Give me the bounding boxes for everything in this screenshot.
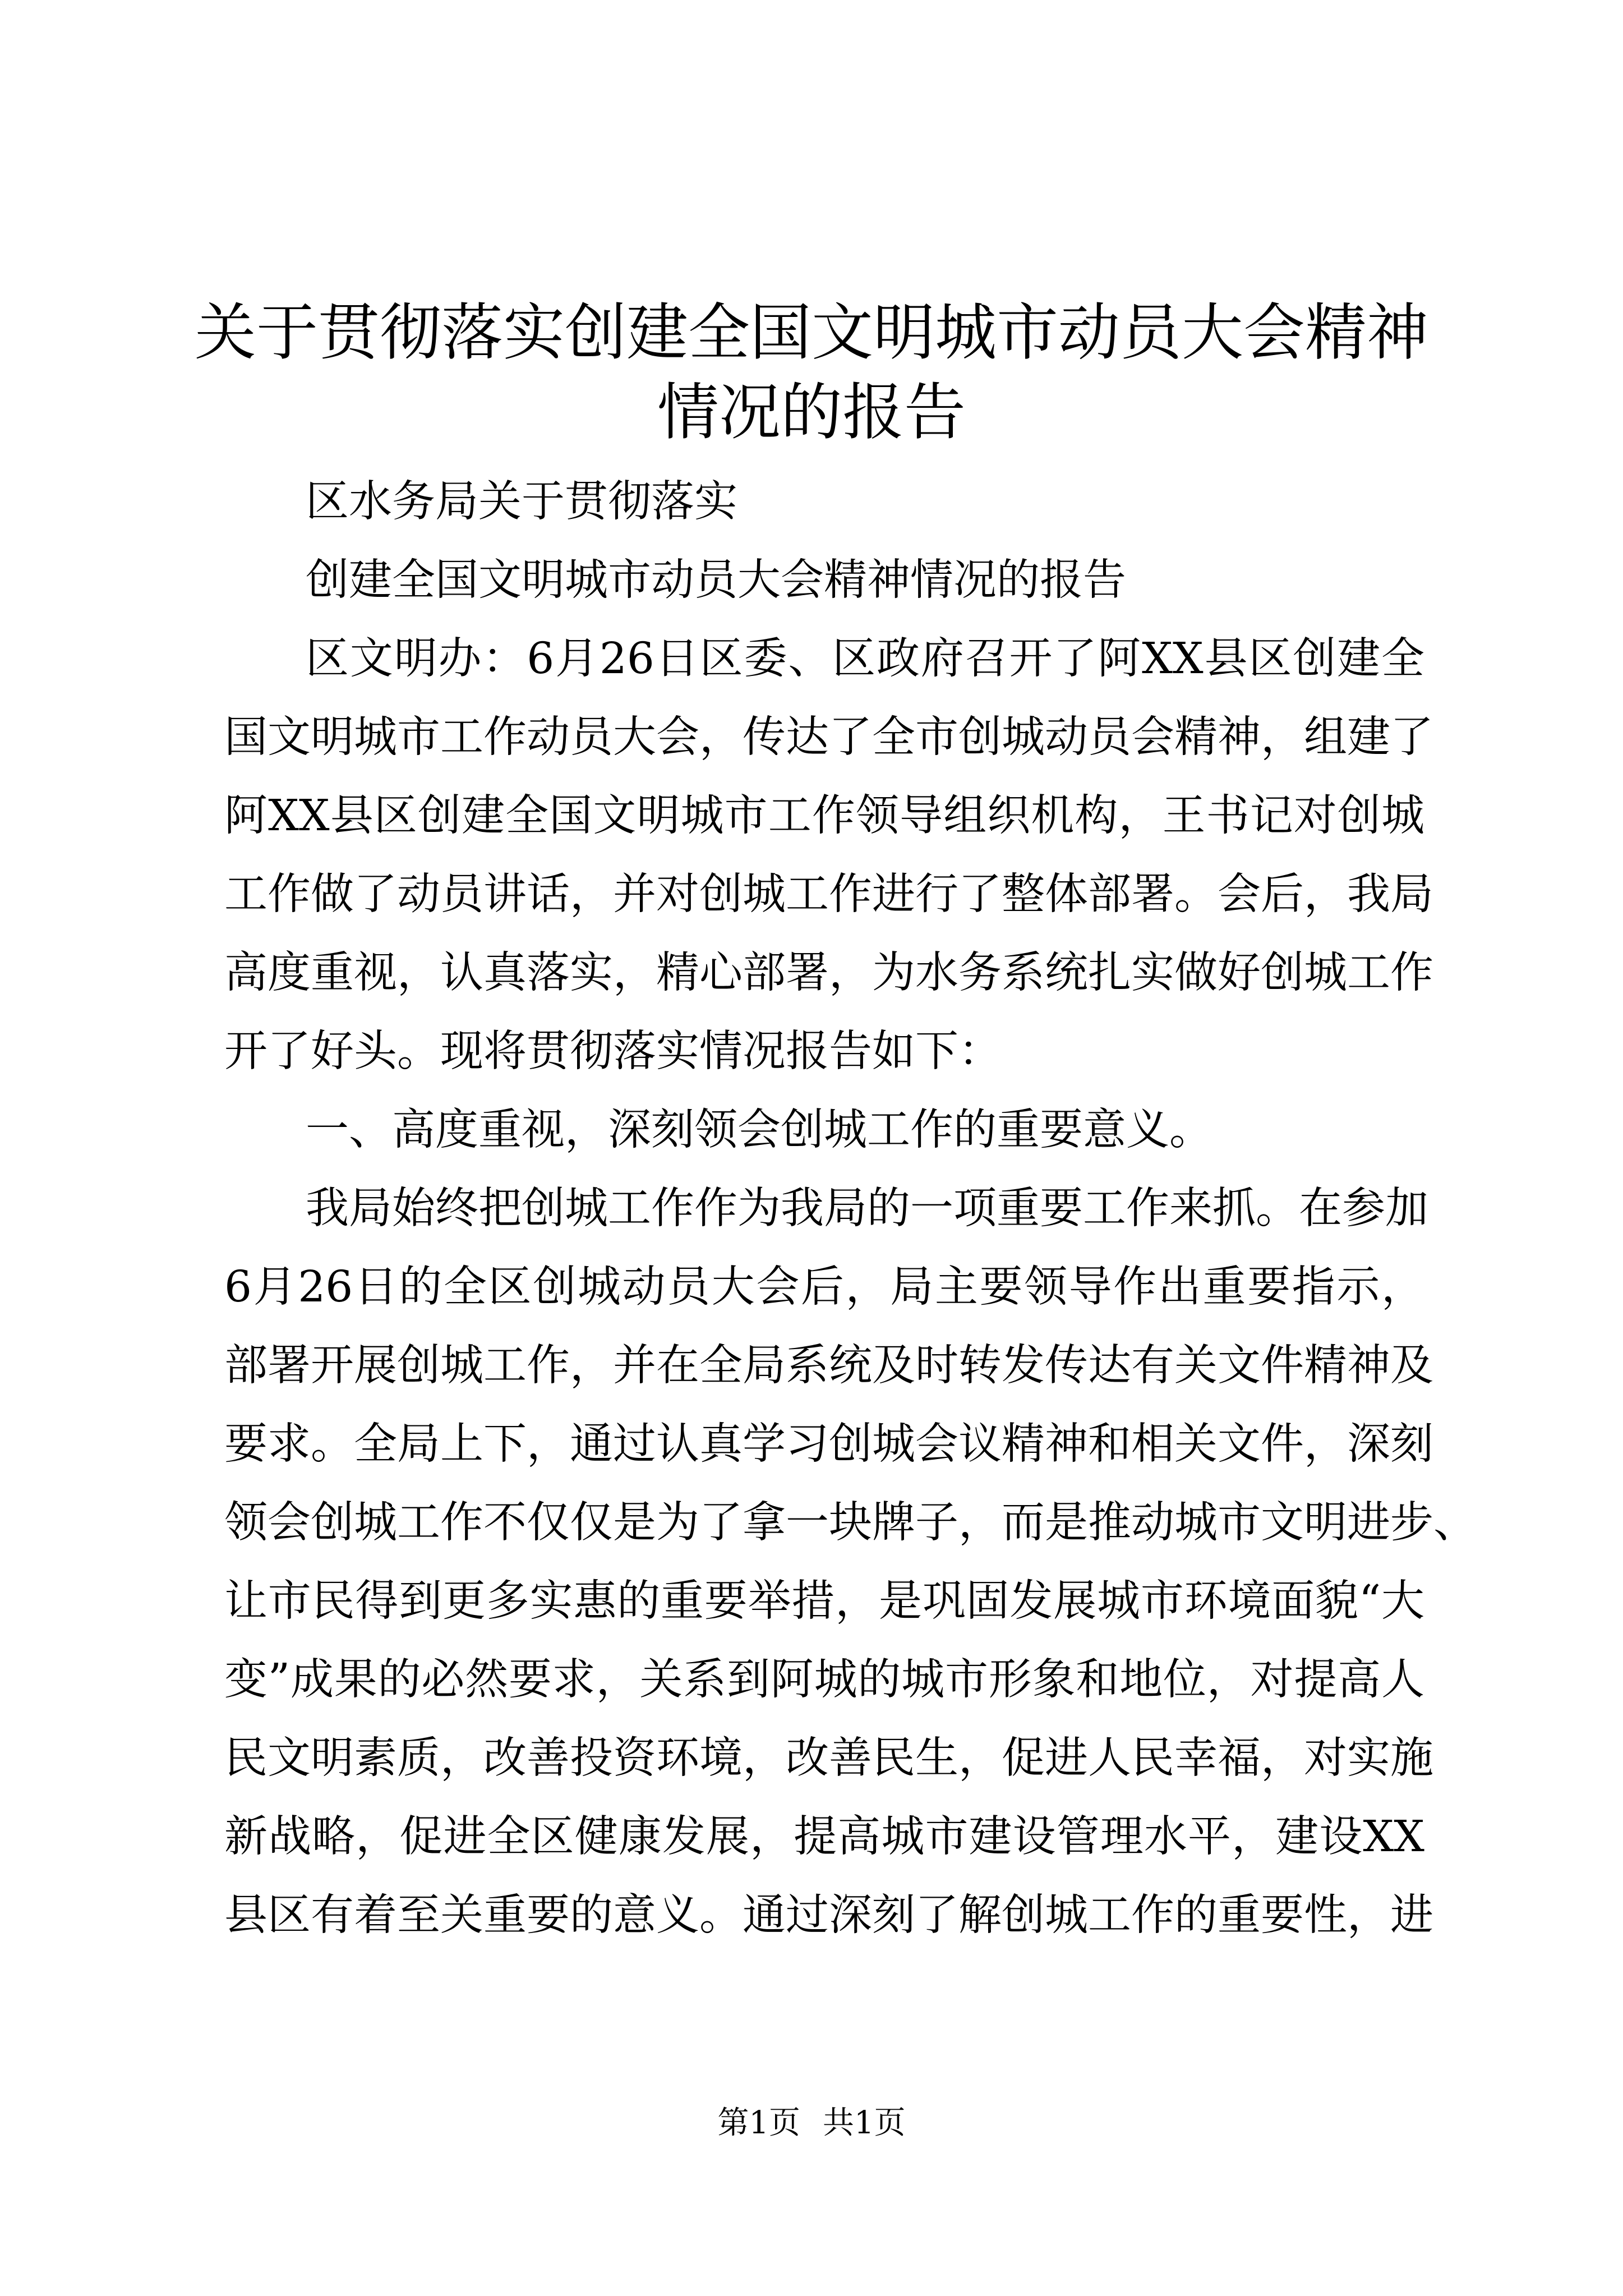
document-title-line-1: 关于贯彻落实创建全国文明城市动员大会精神 <box>195 297 1428 369</box>
body-line: 阿XX县区创建全国文明城市工作领导组织机构，王书记对创城 <box>224 791 1424 841</box>
page-number: 第1页 <box>717 2105 800 2141</box>
body-line: 创建全国文明城市动员大会精神情况的报告 <box>306 555 1126 605</box>
body-line: 县区有着至关重要的意义。通过深刻了解创城工作的重要性，进 <box>224 1890 1433 1940</box>
body-line: 6月26日的全区创城动员大会后，局主要领导作出重要指示， <box>224 1262 1424 1312</box>
body-line: 开了好头。现将贯彻落实情况报告如下： <box>224 1027 1002 1076</box>
body-line: 领会创城工作不仅仅是为了拿一块牌子，而是推动城市文明进步、 <box>224 1498 1477 1548</box>
body-line: 变”成果的必然要求，关系到阿城的城市形象和地位，对提高人 <box>224 1655 1424 1705</box>
page-total: 共1页 <box>823 2105 906 2141</box>
body-line: 区水务局关于贯彻落实 <box>306 477 737 527</box>
body-line: 工作做了动员讲话，并对创城工作进行了整体部署。会后，我局 <box>224 869 1433 919</box>
body-line: 高度重视，认真落实，精心部署，为水务系统扎实做好创城工作 <box>224 948 1433 998</box>
body-line: 新战略，促进全区健康发展，提高城市建设管理水平，建设XX <box>224 1812 1424 1862</box>
section-heading: 一、高度重视，深刻领会创城工作的重要意义。 <box>306 1105 1212 1155</box>
body-line: 让市民得到更多实惠的重要举措，是巩固发展城市环境面貌“大 <box>224 1576 1424 1626</box>
body-line: 我局始终把创城工作作为我局的一项重要工作来抓。在参加 <box>306 1184 1428 1234</box>
body-line: 国文明城市工作动员大会，传达了全市创城动员会精神，组建了 <box>224 712 1433 762</box>
body-line: 区文明办：6月26日区委、区政府召开了阿XX县区创建全 <box>306 634 1424 684</box>
body-line: 民文明素质，改善投资环境，改善民生，促进人民幸福，对实施 <box>224 1733 1433 1783</box>
body-line: 部署开展创城工作，并在全局系统及时转发传达有关文件精神及 <box>224 1341 1433 1391</box>
body-line: 要求。全局上下，通过认真学习创城会议精神和相关文件，深刻 <box>224 1419 1433 1469</box>
document-title-line-2: 情况的报告 <box>657 376 966 448</box>
page-footer <box>0 2104 1623 2143</box>
